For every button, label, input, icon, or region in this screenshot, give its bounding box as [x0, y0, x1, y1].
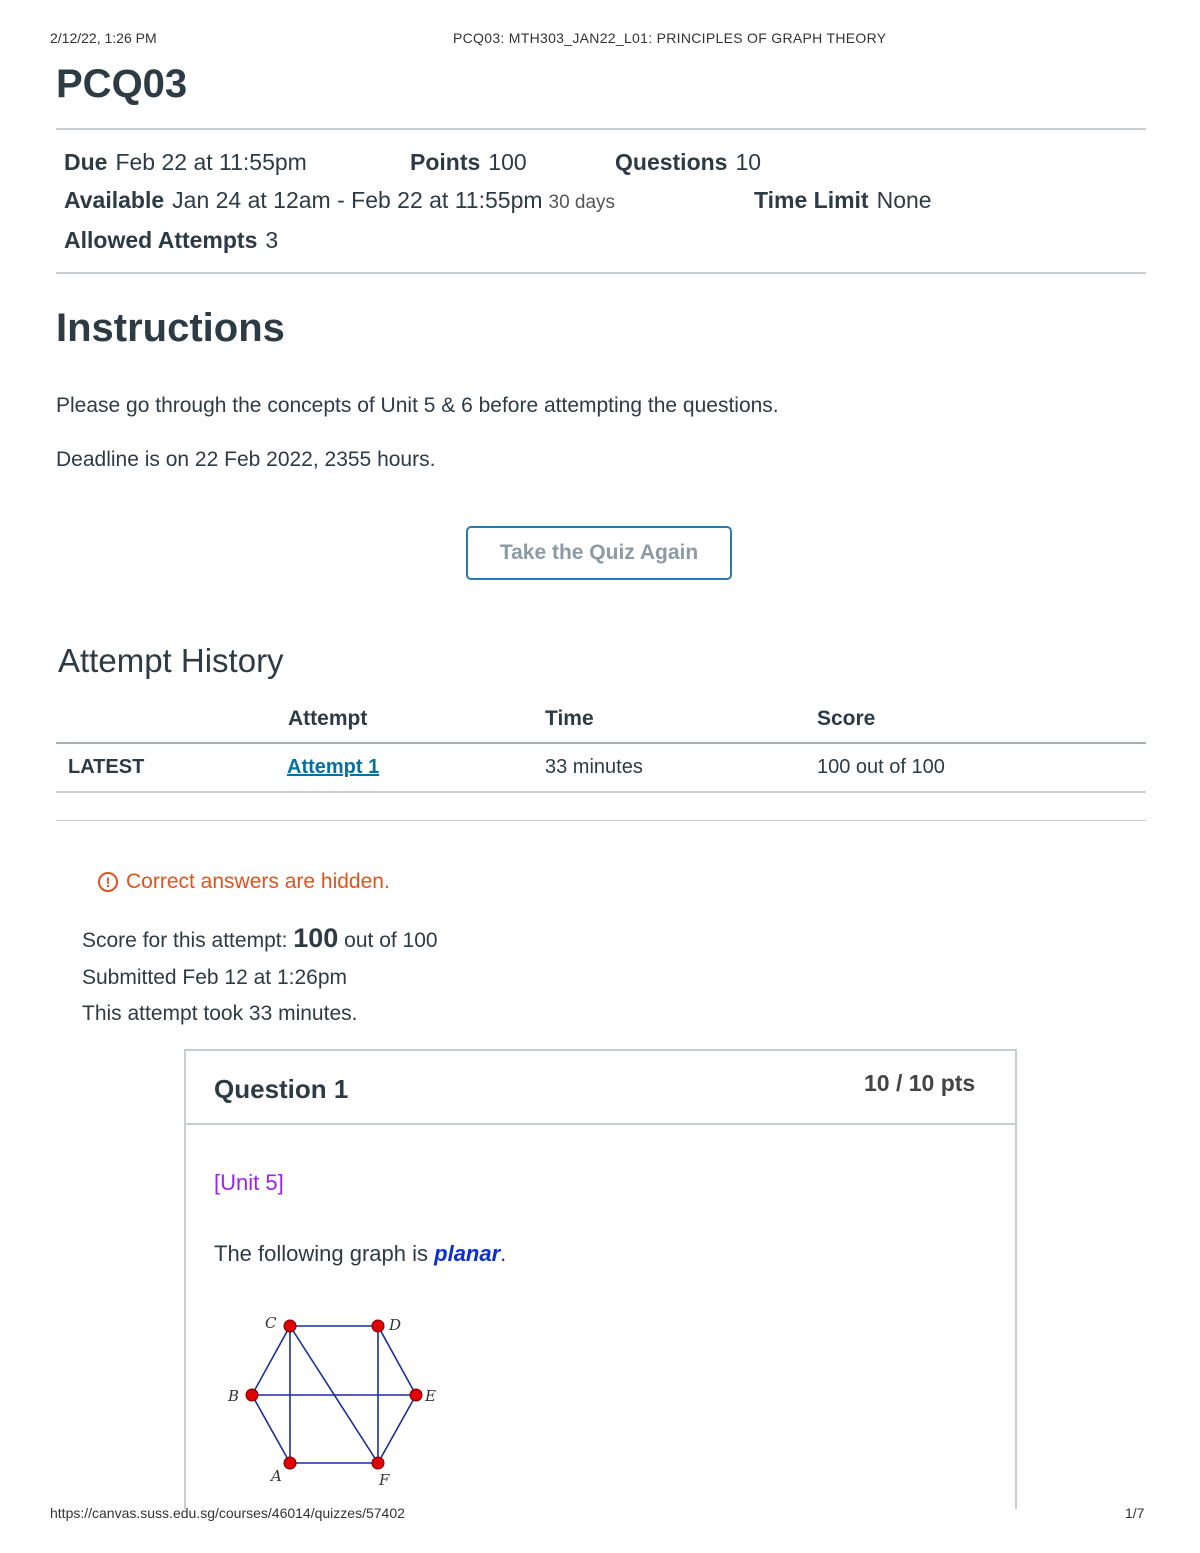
graph-edges — [252, 1326, 416, 1463]
question-points: 10 / 10 pts — [864, 1070, 976, 1096]
edge-ef — [378, 1395, 416, 1463]
duration-text: This attempt took 33 minutes. — [82, 1002, 358, 1025]
edge-de — [378, 1326, 416, 1395]
print-datetime: 2/12/22, 1:26 PM — [50, 30, 157, 46]
available-info — [64, 187, 615, 214]
points-info — [410, 149, 527, 176]
due-info — [64, 149, 307, 176]
available-value: Jan 24 at 12am - Feb 22 at 11:55pm — [172, 187, 543, 213]
divider — [56, 128, 1146, 130]
node-label-d: D — [389, 1316, 402, 1334]
instructions-heading: Instructions — [56, 306, 285, 350]
node-label-a: A — [271, 1467, 282, 1485]
node-label-b: B — [228, 1387, 240, 1405]
time-limit-value: None — [876, 187, 932, 213]
node-label-f: F — [379, 1471, 390, 1489]
column-header-score: Score — [817, 707, 876, 730]
edge-ba — [252, 1395, 290, 1463]
attempts-info — [64, 227, 278, 254]
node-d — [372, 1320, 384, 1332]
available-days: 30 days — [548, 192, 616, 213]
divider — [56, 820, 1146, 821]
print-footer-page: 1/7 — [1125, 1505, 1145, 1521]
attempt-score: 100 out of 100 — [817, 756, 945, 778]
edge-cb — [252, 1326, 290, 1395]
node-a — [284, 1457, 296, 1469]
attempts-label: Allowed Attempts — [64, 227, 258, 253]
questions-value: 10 — [735, 149, 762, 175]
instructions-text: Please go through the concepts of Unit 5 & 6 before attempting the questions. — [56, 394, 779, 417]
print-footer-url: https://canvas.suss.edu.sg/courses/46014/quizzes/57402 — [50, 1505, 405, 1521]
time-limit-info — [754, 187, 932, 214]
attempt-score-line — [82, 923, 438, 954]
time-limit-label: Time Limit — [754, 187, 869, 213]
deadline-text: Deadline is on 22 Feb 2022, 2355 hours. — [56, 448, 436, 471]
node-c — [284, 1320, 296, 1332]
score-prefix: Score for this attempt: — [82, 929, 288, 952]
due-label: Due — [64, 149, 108, 175]
available-label: Available — [64, 187, 165, 213]
node-label-e: E — [425, 1387, 436, 1405]
node-e — [410, 1389, 422, 1401]
latest-tag: LATEST — [68, 756, 145, 778]
node-f — [372, 1457, 384, 1469]
attempt-history-heading: Attempt History — [58, 642, 284, 679]
points-label: Points — [410, 149, 481, 175]
node-label-c: C — [265, 1314, 277, 1332]
question-text — [214, 1241, 506, 1267]
quiz-title: PCQ03 — [56, 62, 188, 106]
questions-label: Questions — [615, 149, 728, 175]
column-header-time: Time — [545, 707, 594, 730]
due-value: Feb 22 at 11:55pm — [115, 149, 307, 175]
warning-icon: ! — [98, 872, 118, 892]
attempts-value: 3 — [265, 227, 279, 253]
attempt-1-link[interactable]: Attempt 1 — [287, 756, 380, 778]
question-text-prefix: The following graph is — [214, 1241, 429, 1266]
correct-answers-hidden-alert — [98, 870, 390, 894]
table-row-divider — [56, 791, 1146, 793]
divider — [56, 272, 1146, 274]
graph-figure — [220, 1308, 450, 1493]
question-text-suffix: . — [500, 1241, 507, 1266]
attempt-time: 33 minutes — [545, 756, 643, 778]
column-header-attempt: Attempt — [288, 707, 368, 730]
score-suffix: out of 100 — [344, 929, 438, 952]
alert-text: Correct answers are hidden. — [126, 870, 390, 893]
node-b — [246, 1389, 258, 1401]
question-keyword: planar — [434, 1241, 501, 1266]
take-quiz-again-button[interactable]: Take the Quiz Again — [466, 526, 732, 580]
points-value: 100 — [488, 149, 527, 175]
question-title: Question 1 — [214, 1074, 349, 1104]
score-value: 100 — [293, 923, 339, 953]
questions-info — [615, 149, 761, 176]
print-page-title: PCQ03: MTH303_JAN22_L01: PRINCIPLES OF GRAPH THEORY — [453, 30, 887, 46]
unit-tag: [Unit 5] — [214, 1170, 284, 1195]
table-header-divider — [56, 742, 1146, 744]
submitted-text: Submitted Feb 12 at 1:26pm — [82, 966, 347, 989]
